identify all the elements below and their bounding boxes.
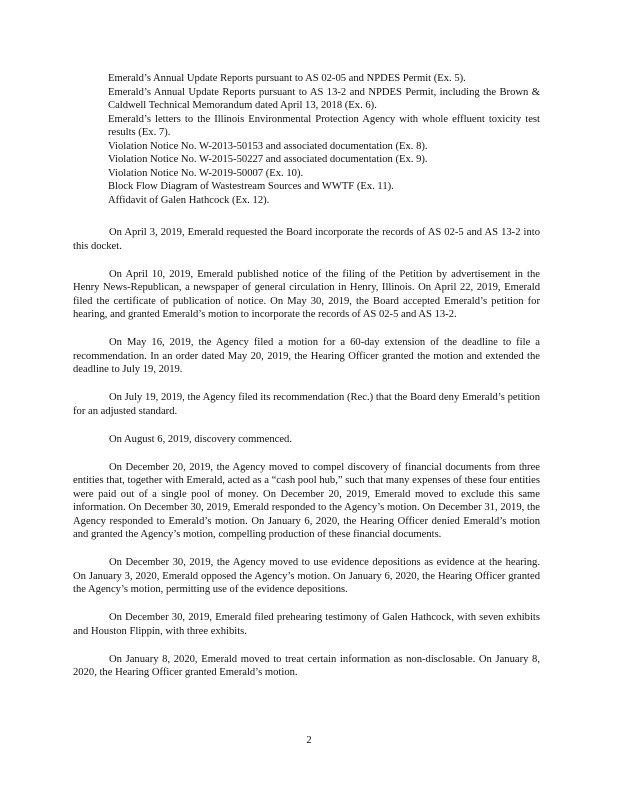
exhibit-list bbox=[108, 72, 540, 207]
exhibit-item: Violation Notice No. W-2013-50153 and associated documentation (Ex. 8). bbox=[108, 140, 428, 152]
paragraph: On August 6, 2019, discovery commenced. bbox=[109, 433, 293, 445]
paragraph: On April 10, 2019, Emerald published notice of the filing of the Petition by advertisement in the Henry News-Republican, a newspaper of general circulation in Henry, Illinois. On April 22, 2019, Emerald filed the certificate of publication of notice. On May 30, 2019, the Board accepted Emerald’s petition for hearing, and granted Emerald’s motion to incorporate the records of AS 02-5 and AS 13-2. bbox=[73, 268, 540, 320]
paragraph: On January 8, 2020, Emerald moved to treat certain information as non-disclosable. On January 8, 2020, the Hearing Officer granted Emerald’s motion. bbox=[73, 653, 540, 678]
procedural-history bbox=[73, 226, 540, 694]
paragraph: On July 19, 2019, the Agency filed its recommendation (Rec.) that the Board deny Emerald’s petition for an adjusted standard. bbox=[73, 392, 540, 417]
exhibit-item: Violation Notice No. W-2015-50227 and associated documentation (Ex. 9). bbox=[108, 154, 428, 165]
paragraph: On May 16, 2019, the Agency filed a motion for a 60-day extension of the deadline to file a recommendation. In an order dated May 20, 2019, the Hearing Officer granted the motion and extended the deadline to July 19, 2019. bbox=[73, 337, 540, 375]
exhibit-item: Emerald’s letters to the Illinois Environmental Protection Agency with whole effluent toxicity test results (Ex. 7). bbox=[108, 113, 540, 138]
paragraph: On December 30, 2019, the Agency moved to use evidence depositions as evidence at the hearing. On January 3, 2020, Emerald opposed the Agency’s motion. On January 6, 2020, the Hearing Officer granted the Agency’s motion, permitting use of the evidence depositions. bbox=[73, 557, 540, 595]
page-number: 2 bbox=[306, 735, 312, 746]
paragraph: On April 3, 2019, Emerald requested the Board incorporate the records of AS 02-5 and AS 13-2 into this docket. bbox=[73, 227, 540, 252]
exhibit-item: Affidavit of Galen Hathcock (Ex. 12). bbox=[108, 194, 270, 206]
exhibit-item: Emerald’s Annual Update Reports pursuant to AS 13-2 and NPDES Permit, including the Brown & Caldwell Technical Memorandum dated April 13, 2018 (Ex. 6). bbox=[108, 86, 540, 111]
exhibit-item: Violation Notice No. W-2019-50007 (Ex. 10). bbox=[108, 167, 304, 179]
exhibit-item: Block Flow Diagram of Wastestream Sources and WWTF (Ex. 11). bbox=[108, 181, 394, 192]
paragraph: On December 20, 2019, the Agency moved to compel discovery of financial documents from three entities that, together with Emerald, acted as a “cash pool hub,” such that many expenses of these four entities were paid out of a single pool of money. On December 20, 2019, Emerald moved to exclude this same information. On December 30, 2019, Emerald responded to the Agency’s motion. On December 31, 2019, the Agency responded to Emerald’s motion. On January 6, 2020, the Hearing Officer denied Emerald’s motion and granted the Agency’s motion, compelling production of these financial documents. bbox=[73, 461, 540, 540]
paragraph: On December 30, 2019, Emerald filed prehearing testimony of Galen Hathcock, with seven exhibits and Houston Flippin, with three exhibits. bbox=[73, 612, 540, 637]
exhibit-item: Emerald’s Annual Update Reports pursuant to AS 02-05 and NPDES Permit (Ex. 5). bbox=[108, 73, 466, 84]
